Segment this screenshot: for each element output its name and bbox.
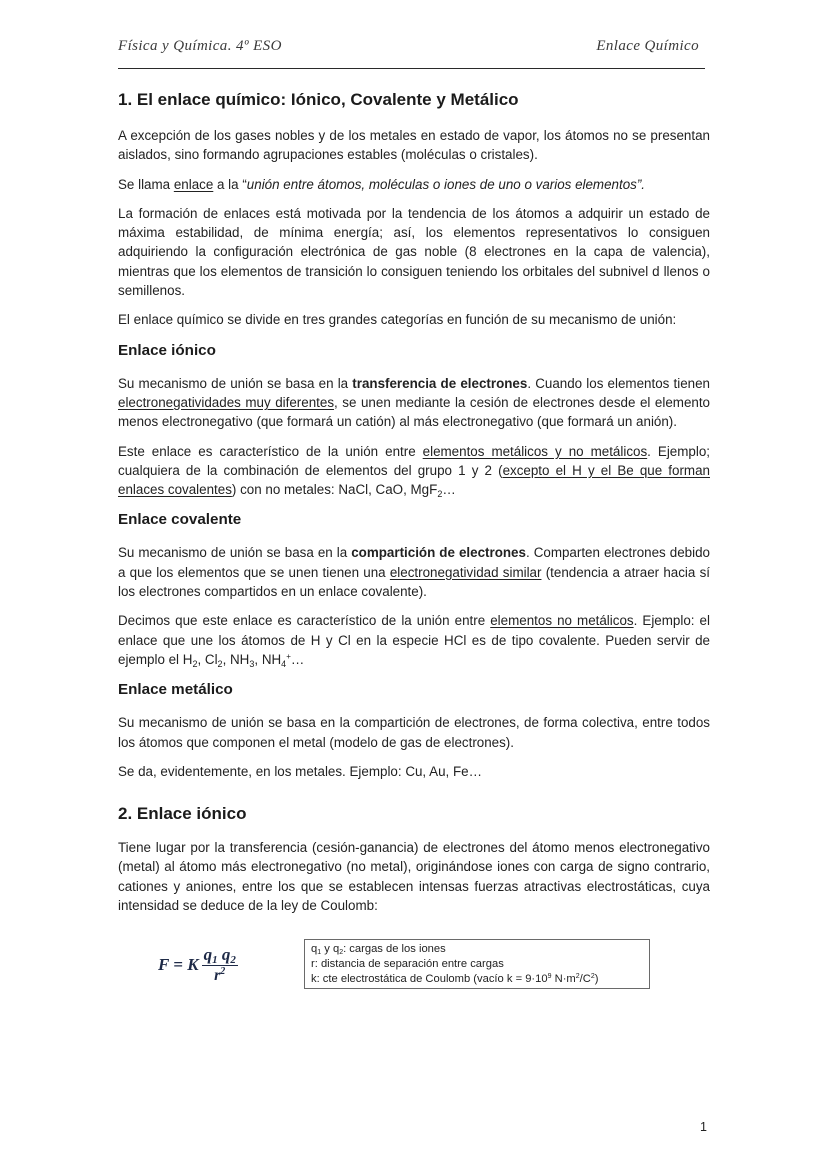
superscript: 2 <box>220 966 226 978</box>
text: Su mecanismo de unión se basa en la <box>118 545 352 561</box>
var-q1: q <box>203 945 213 965</box>
definition-text: unión entre átomos, moléculas o iones de uno o varios elementos”. <box>246 176 646 192</box>
subscript: 2 <box>437 489 443 500</box>
formula-lhs: F = K <box>158 955 199 975</box>
text: ) con no metales: NaCl, CaO, MgF <box>231 482 438 498</box>
section-1-paragraph-3: La formación de enlaces está motivada por la tendencia de los átomos a adquirir un estado de máxima estabilidad, de mínima energía; así, los elementos representativos lo consiguen adquiriendo la configuración electrónica de gas noble (8 electrones en la capa de valencia), mientras que los elementos de transición lo consiguen teniendo los orbitales del subnivel d llenos o semillenos. <box>118 205 710 299</box>
covalent-paragraph-2 <box>118 611 710 669</box>
superscript: 2 <box>575 973 580 981</box>
covalent-paragraph-1 <box>118 543 710 601</box>
section-1-paragraph-4: El enlace químico se divide en tres grandes categorías en función de su mecanismo de unión: <box>118 312 677 328</box>
formula-fraction <box>202 945 238 985</box>
section-2-paragraph-1: Tiene lugar por la transferencia (cesión-ganancia) de electrones del átomo menos electronegativo (metal) al átomo más electronegativo (no metal), originándose iones con carga de signo contrario, cationes y aniones, entre los que se establecen intensas fuerzas atractivas electrostáticas, cuya intensidad se deduce de la ley de Coulomb: <box>118 840 710 914</box>
text: . Comparten electrones debido a que los elementos que se unen tienen una <box>118 545 710 580</box>
text: , NH <box>254 651 282 667</box>
subscript: 1 <box>212 954 218 967</box>
text: /C <box>579 973 591 986</box>
subscript: 4 <box>281 658 287 669</box>
term-enlace: enlace <box>173 176 214 192</box>
header-course: Física y Química. 4º ESO <box>118 38 282 54</box>
header-divider <box>118 68 705 69</box>
text: a la “ <box>213 176 247 192</box>
text: N·m <box>551 973 576 986</box>
formula-legend-box <box>304 939 650 989</box>
text: (tendencia a atraer hacia sí los electrones compartidos en un enlace covalente). <box>118 564 711 600</box>
header-topic: Enlace Químico <box>596 38 699 54</box>
section-1-title: 1. El enlace químico: Iónico, Covalente y Metálico <box>118 90 519 109</box>
text: Se llama <box>118 176 174 192</box>
superscript: + <box>286 651 291 661</box>
text: Decimos que este enlace es característico de la unión entre <box>118 613 491 629</box>
metallic-paragraph-1: Su mecanismo de unión se basa en la compartición de electrones, de forma colectiva, entre todos los átomos que componen el metal (modelo de gas de electrones). <box>118 715 710 750</box>
text: ) <box>594 973 599 986</box>
formula-denominator <box>214 966 225 985</box>
legend-line-charges <box>311 942 644 957</box>
subscript: 2 <box>230 954 236 967</box>
page-number: 1 <box>700 1120 707 1134</box>
text: . Ejemplo: el enlace que une los átomos de H y Cl en la especie HCl es de tipo covalente. Pueden servir de ejemplo el H <box>118 613 710 667</box>
section-1-paragraph-definition <box>118 175 710 194</box>
section-1-paragraph-1: A excepción de los gases nobles y de los metales en estado de vapor, los átomos no se presentan aislados, sino formando agrupaciones estables (moléculas o cristales). <box>118 128 710 163</box>
text: y q <box>321 943 340 956</box>
metallic-paragraph-2: Se da, evidentemente, en los metales. Ejemplo: Cu, Au, Fe… <box>118 763 482 779</box>
text: . Cuando los elementos tienen <box>527 375 710 391</box>
text: , se unen mediante la cesión de electrones desde el elemento menos electronegativo (que formará un catión) al más electronegativo (que formará un anión). <box>118 394 710 430</box>
subscript: 2 <box>192 658 198 669</box>
subscript: 3 <box>249 658 255 669</box>
underlined-term: electronegatividad similar <box>389 564 542 580</box>
legend-line-distance: r: distancia de separación entre cargas <box>311 958 504 971</box>
ionic-paragraph-1 <box>118 374 710 432</box>
legend-line-constant <box>311 972 644 987</box>
underlined-term: elementos metálicos y no metálicos <box>422 443 648 459</box>
text: : cargas de los iones <box>343 943 446 956</box>
text: , NH <box>222 651 250 667</box>
coulomb-law-block <box>118 939 710 999</box>
text: , Cl <box>197 651 218 667</box>
subscript: 2 <box>217 658 223 669</box>
section-2-title: 2. Enlace iónico <box>118 804 247 824</box>
metallic-bond-heading: Enlace metálico <box>118 681 233 699</box>
superscript: 2 <box>590 973 595 981</box>
covalent-bond-heading: Enlace covalente <box>118 511 242 529</box>
text: q <box>311 943 318 956</box>
subscript: 2 <box>339 949 344 957</box>
text: Este enlace es característico de la unión entre <box>118 443 423 459</box>
text: . Ejemplo; cualquiera de la combinación de elementos del grupo 1 y 2 ( <box>118 443 710 478</box>
text: … <box>290 651 305 667</box>
var-r: r <box>214 967 221 985</box>
page-body <box>118 89 710 999</box>
subscript: 1 <box>317 949 322 957</box>
bold-term: transferencia de electrones <box>352 375 528 391</box>
superscript: 9 <box>547 973 552 981</box>
formula-numerator <box>202 945 238 966</box>
underlined-term: excepto el H y el Be que forman enlaces covalentes <box>118 462 710 498</box>
ionic-bond-heading: Enlace iónico <box>118 341 216 359</box>
running-header <box>118 38 699 58</box>
ionic-paragraph-2 <box>118 442 710 500</box>
var-q2: q <box>221 945 231 965</box>
underlined-term: electronegatividades muy diferentes <box>118 394 335 410</box>
text: k: cte electrostática de Coulomb (vacío k = 9·10 <box>311 973 548 986</box>
text: Su mecanismo de unión se basa en la <box>118 375 353 391</box>
coulomb-formula <box>158 945 238 985</box>
bold-term: compartición de electrones <box>351 545 526 561</box>
underlined-term: elementos no metálicos <box>490 613 634 629</box>
text: … <box>442 482 456 498</box>
